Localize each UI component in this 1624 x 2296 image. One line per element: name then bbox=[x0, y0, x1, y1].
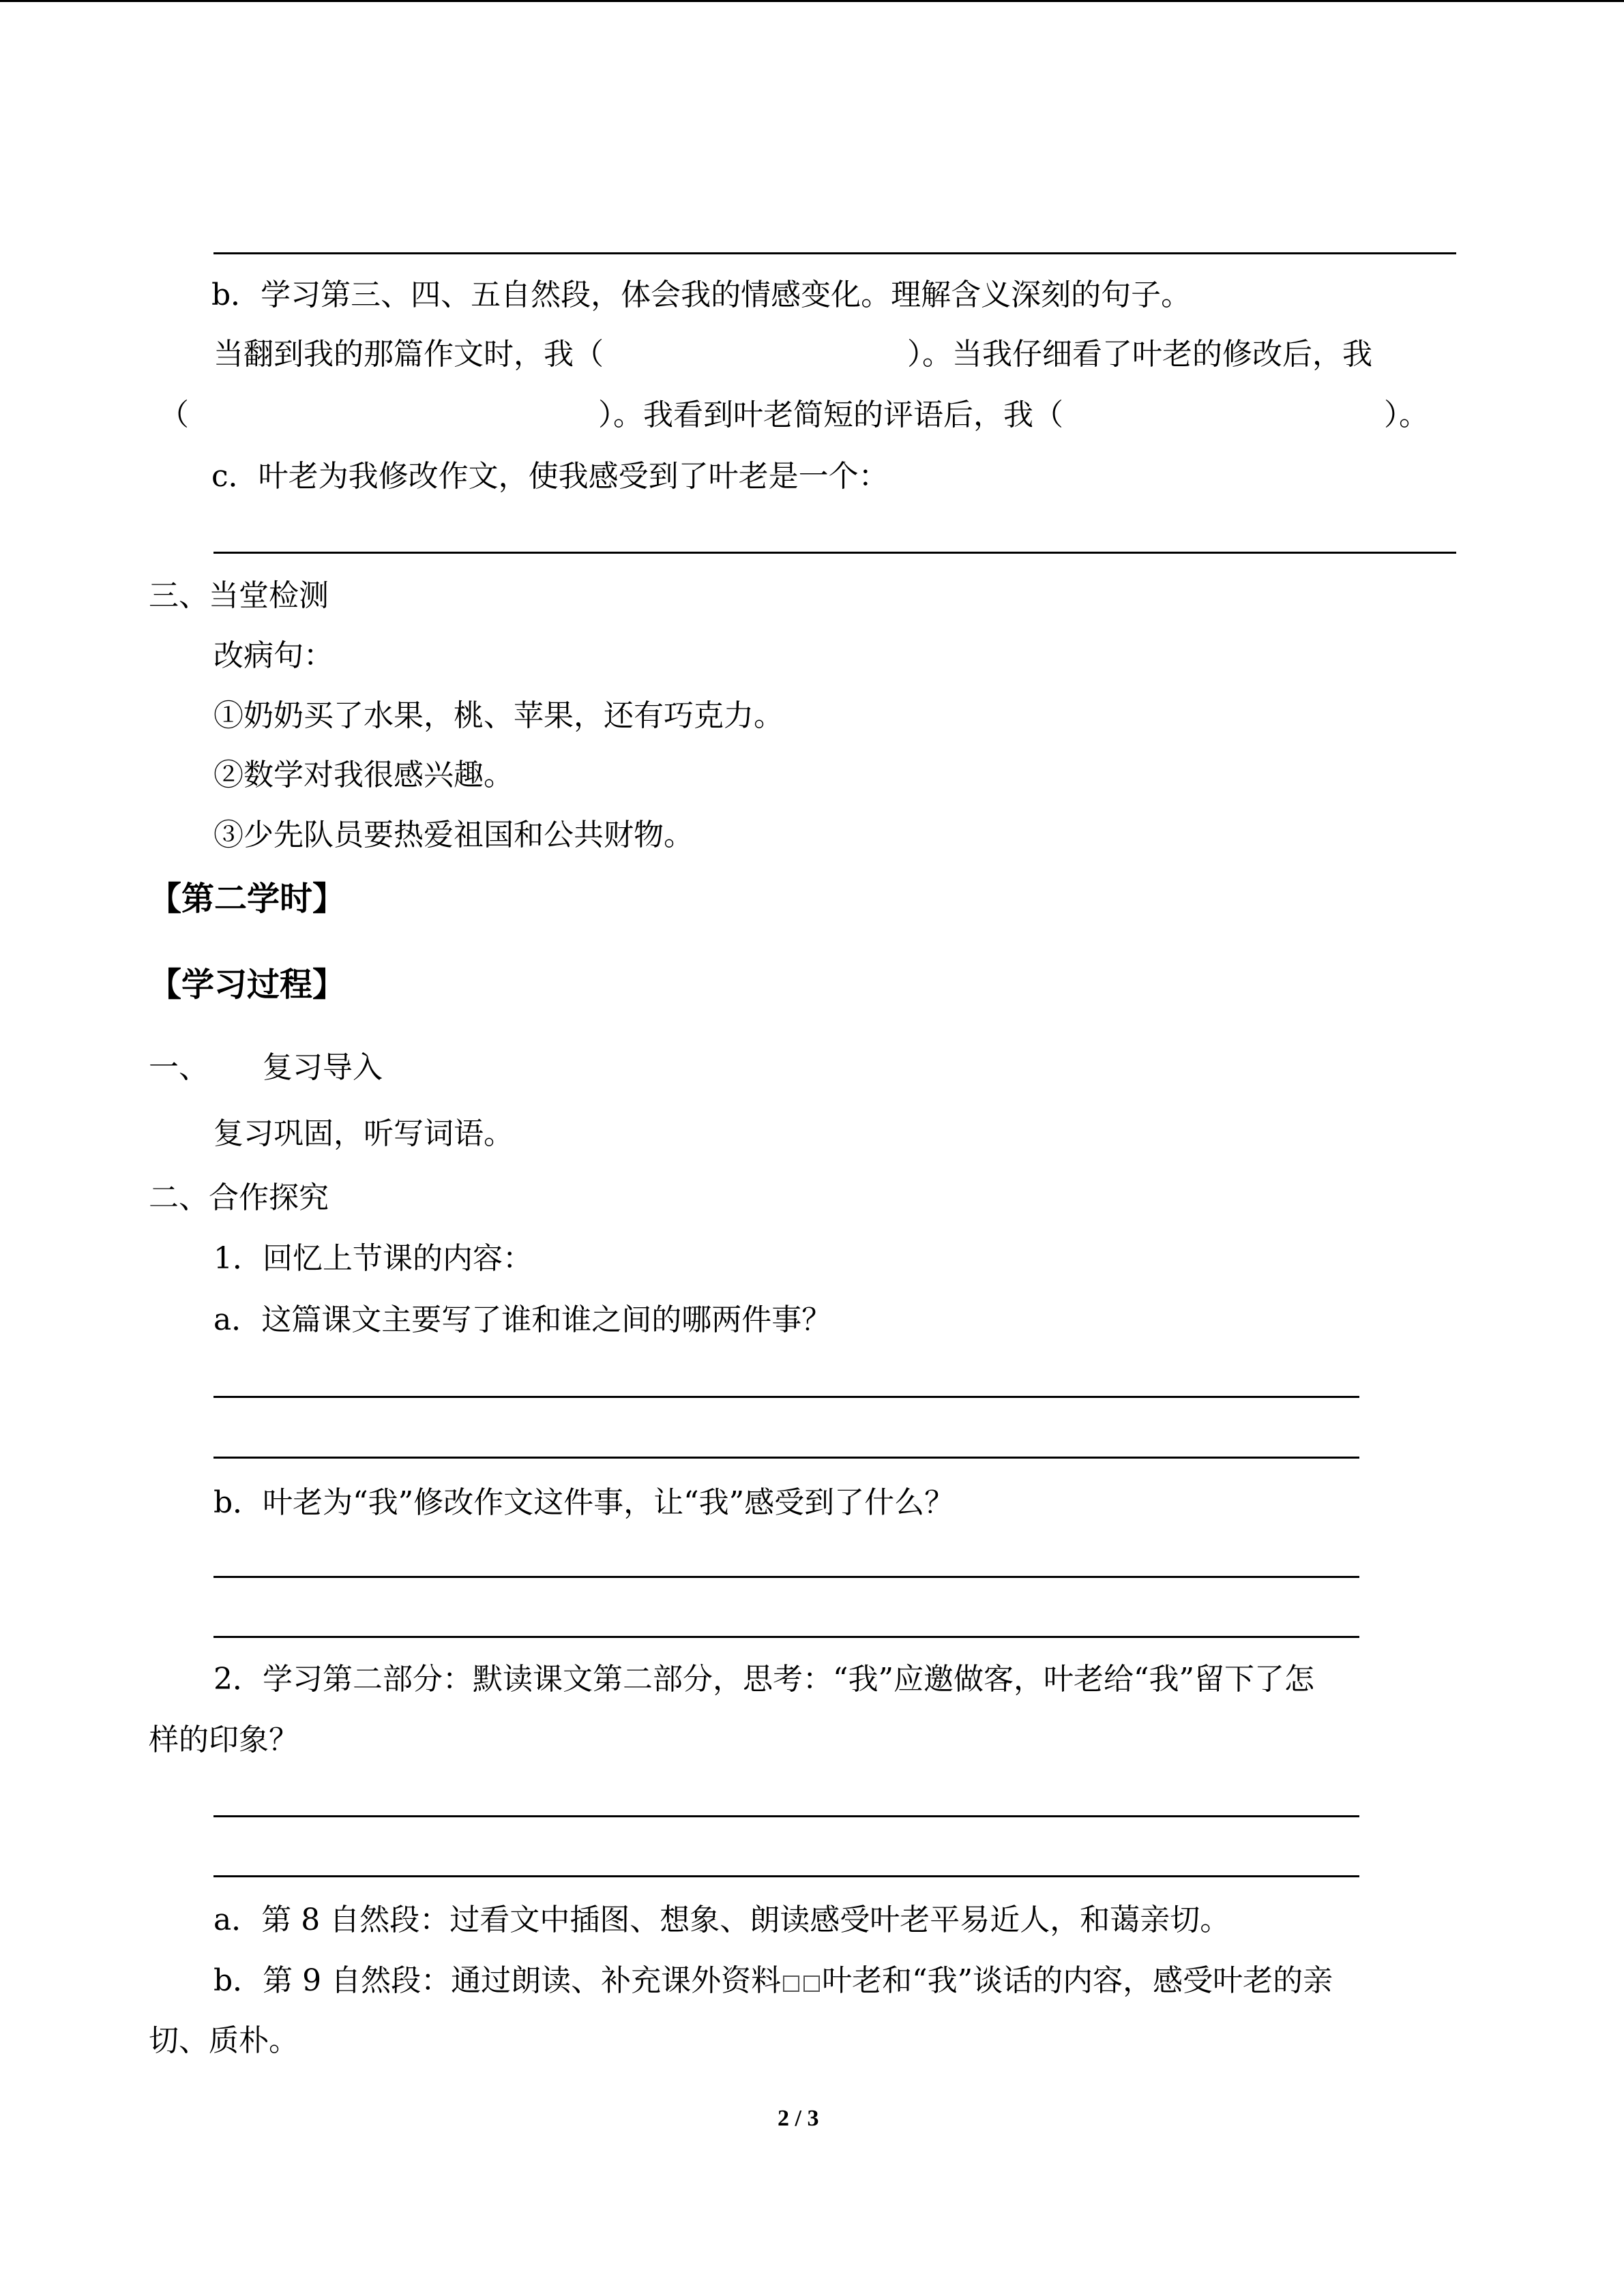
heading-second-period: 【第二学时】 bbox=[149, 880, 346, 918]
answer-line bbox=[213, 552, 1456, 554]
question-1a: a．这篇课文主要写了谁和谁之间的哪两件事？ bbox=[213, 1302, 832, 1337]
answer-line bbox=[213, 1457, 1359, 1459]
answer-line bbox=[213, 1815, 1359, 1817]
page-top-border bbox=[0, 0, 1624, 2]
question-1: 1．回忆上节课的内容： bbox=[213, 1241, 533, 1276]
answer-line bbox=[213, 1875, 1359, 1877]
section-3-title: 三、当堂检测 bbox=[149, 578, 329, 613]
sentence-item: ①奶奶买了水果，桃、苹果，还有巧克力。 bbox=[213, 698, 784, 733]
section-2-title: 二、合作探究 bbox=[149, 1180, 329, 1215]
section-1-number: 一、 bbox=[149, 1050, 209, 1085]
section-3-subtitle: 改病句： bbox=[213, 638, 334, 673]
question-1b: b．叶老为“我”修改作文这件事，让“我”感受到了什么？ bbox=[213, 1485, 955, 1520]
question-2-line-2: 样的印象？ bbox=[149, 1723, 299, 1757]
sentence-item: ②数学对我很感兴趣。 bbox=[213, 758, 514, 792]
page-number: 2 / 3 bbox=[778, 2106, 819, 2131]
missing-glyph-icon bbox=[783, 1976, 799, 1992]
answer-line bbox=[213, 252, 1456, 254]
question-2b-line-1: b．第 9 自然段：通过朗读、补充课外资料 叶老和“我”谈话的内容，感受叶老的亲 bbox=[213, 1963, 1333, 1998]
section-1-title: 复习导入 bbox=[263, 1050, 383, 1085]
section-1-body: 复习巩固，听写词语。 bbox=[213, 1116, 514, 1151]
feeling-line-1: 当翻到我的那篇作文时，我（ ）。当我仔细看了叶老的修改后，我 bbox=[213, 337, 1372, 372]
answer-line bbox=[213, 1636, 1359, 1638]
heading-learning-process: 【学习过程】 bbox=[149, 966, 346, 1004]
answer-line bbox=[213, 1396, 1359, 1398]
question-2a: a．第 8 自然段：过看文中插图、想象、朗读感受叶老平易近人，和蔼亲切。 bbox=[213, 1903, 1230, 1937]
question-2b-line-2: 切、质朴。 bbox=[149, 2023, 299, 2058]
missing-glyph-icon bbox=[803, 1976, 820, 1992]
question-2-line-1: 2．学习第二部分：默读课文第二部分，思考：“我”应邀做客，叶老给“我”留下了怎 bbox=[213, 1662, 1314, 1697]
b-instruction: b．学习第三、四、五自然段，体会我的情感变化。理解含义深刻的句子。 bbox=[211, 278, 1192, 312]
feeling-line-2: （ ）。我看到叶老简短的评语后，我（ ）。 bbox=[159, 398, 1429, 432]
c-instruction: c．叶老为我修改作文，使我感受到了叶老是一个： bbox=[211, 459, 889, 494]
sentence-item: ③少先队员要热爱祖国和公共财物。 bbox=[213, 818, 694, 852]
answer-line bbox=[213, 1576, 1359, 1578]
